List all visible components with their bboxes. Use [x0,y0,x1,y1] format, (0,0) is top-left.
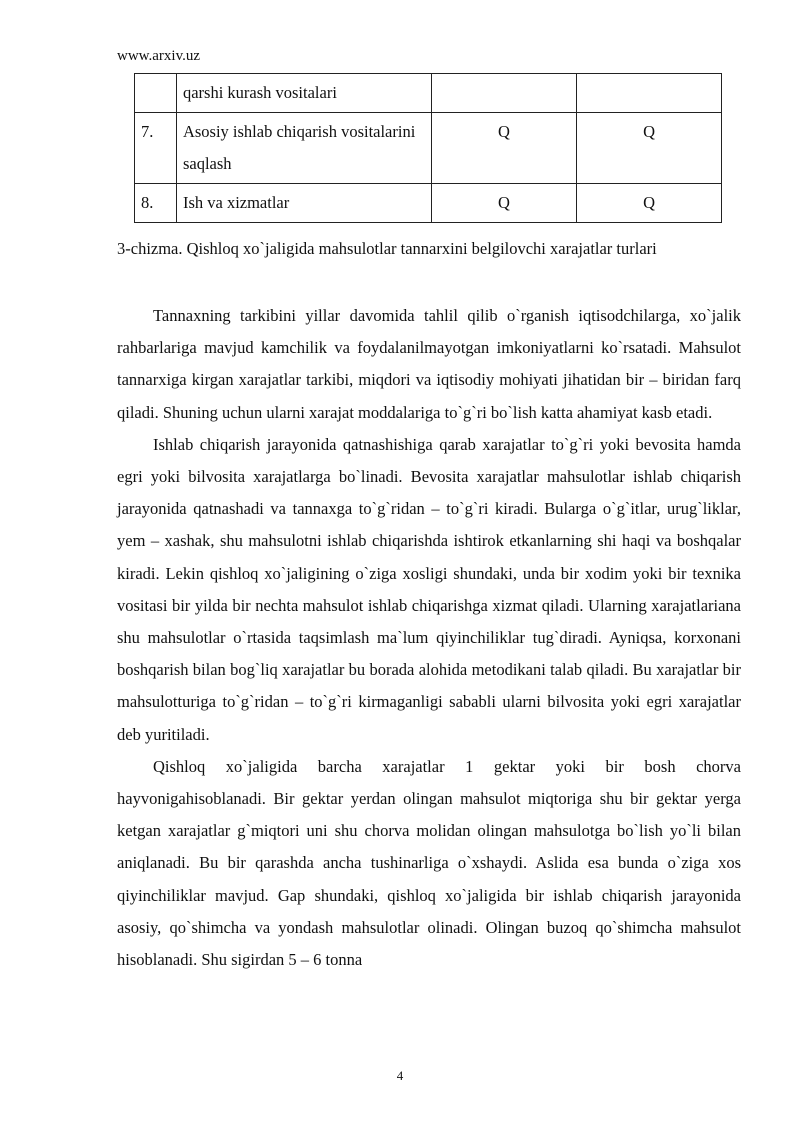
site-url[interactable]: www.arxiv.uz [117,48,201,64]
row-col3 [431,74,577,113]
row-text: Asosiy ishlab chiqarish vositalarini saqlash [176,113,431,184]
cost-types-table [134,73,722,223]
body-text [117,300,741,976]
row-text: qarshi kurash vositalari [176,74,431,113]
row-col4 [577,74,722,113]
paragraph: Qishloq xo`jaligida barcha xarajatlar 1 gektar yoki bir bosh chorva hayvonigahisoblanadi. Bir gektar yerdan olingan mahsulot miqtoriga shu bir gektar yerga ketgan xarajatlar g`miqtori uni shu chorva molidan olingan mahsulotga bo`lish yo`li bilan aniqlanadi. Bu bir qarashda ancha tushinarliga o`xshaydi. Aslida esa bunda o`ziga xos qiyinchiliklar mavjud. Gap shundaki, qishloq xo`jaligida bir ishlab chiqarish jarayonida asosiy, qo`shimcha va yondash mahsulotlar olinadi. Olingan buzoq qo`shimcha mahsulot hisoblanadi. Shu sigirdan 5 – 6 tonna [117,756,741,970]
row-number [135,74,177,113]
figure-caption: 3-chizma. Qishloq xo`jaligida mahsulotlar tannarxini belgilovchi xarajatlar turlari [117,239,657,258]
row-number: 7. [135,113,177,184]
row-col3: Q [431,113,577,184]
row-number: 8. [135,184,177,223]
table-row [135,184,722,223]
row-col4: Q [577,184,722,223]
table-row [135,113,722,184]
row-col3: Q [431,184,577,223]
paragraph: Tannaxning tarkibini yillar davomida tahlil qilib o`rganish iqtisodchilarga, xo`jalik rahbarlariga mavjud kamchilik va foydalanilmayotgan imkoniyatlarni ko`rsatadi. Mahsulot tannarxiga kirgan xarajatlar tarkibi, miqdori va iqtisodiy mohiyati jihatidan bir – biridan farq qiladi. Shuning uchun ularni xarajat moddalariga to`g`ri bo`lish katta ahamiyat kasb etadi. [117,306,741,422]
table-row [135,74,722,113]
page-number: 4 [396,1068,404,1083]
row-col4: Q [577,113,722,184]
paragraph: Ishlab chiqarish jarayonida qatnashishiga qarab xarajatlar to`g`ri yoki bevosita hamda egri yoki bilvosita xarajatlarga bo`linadi. Bevosita xarajatlar mahsulotlar ishlab chiqarish jarayonida qatnashadi va tannaxga to`g`ridan – to`g`ri kiradi. Bularga o`g`itlar, urug`liklar, yem – xashak, shu mahsulotni ishlab chiqarishda ishtirok etkanlarning shi haqi va boshqalar kiradi. Lekin qishloq xo`jaligining o`ziga xosligi shundaki, unda bir xodim yoki bir texnika vositasi bir yilda bir nechta mahsulot ishlab chiqarishga xizmat qiladi. Ularning xarajatlariana shu mahsulotlar o`rtasida taqsimlash ma`lum qiyinchiliklar tug`diradi. Ayniqsa, korxonani boshqarish bilan bog`liq xarajatlar bu borada alohida metodikani talab qiladi. Bu xarajatlar bir mahsulotturiga to`g`ridan – to`g`ri kirmaganligi sababli ularni bilvosita yoki egri xarajatlar deb yuritiladi. [117,434,741,744]
row-text: Ish va xizmatlar [176,184,431,223]
